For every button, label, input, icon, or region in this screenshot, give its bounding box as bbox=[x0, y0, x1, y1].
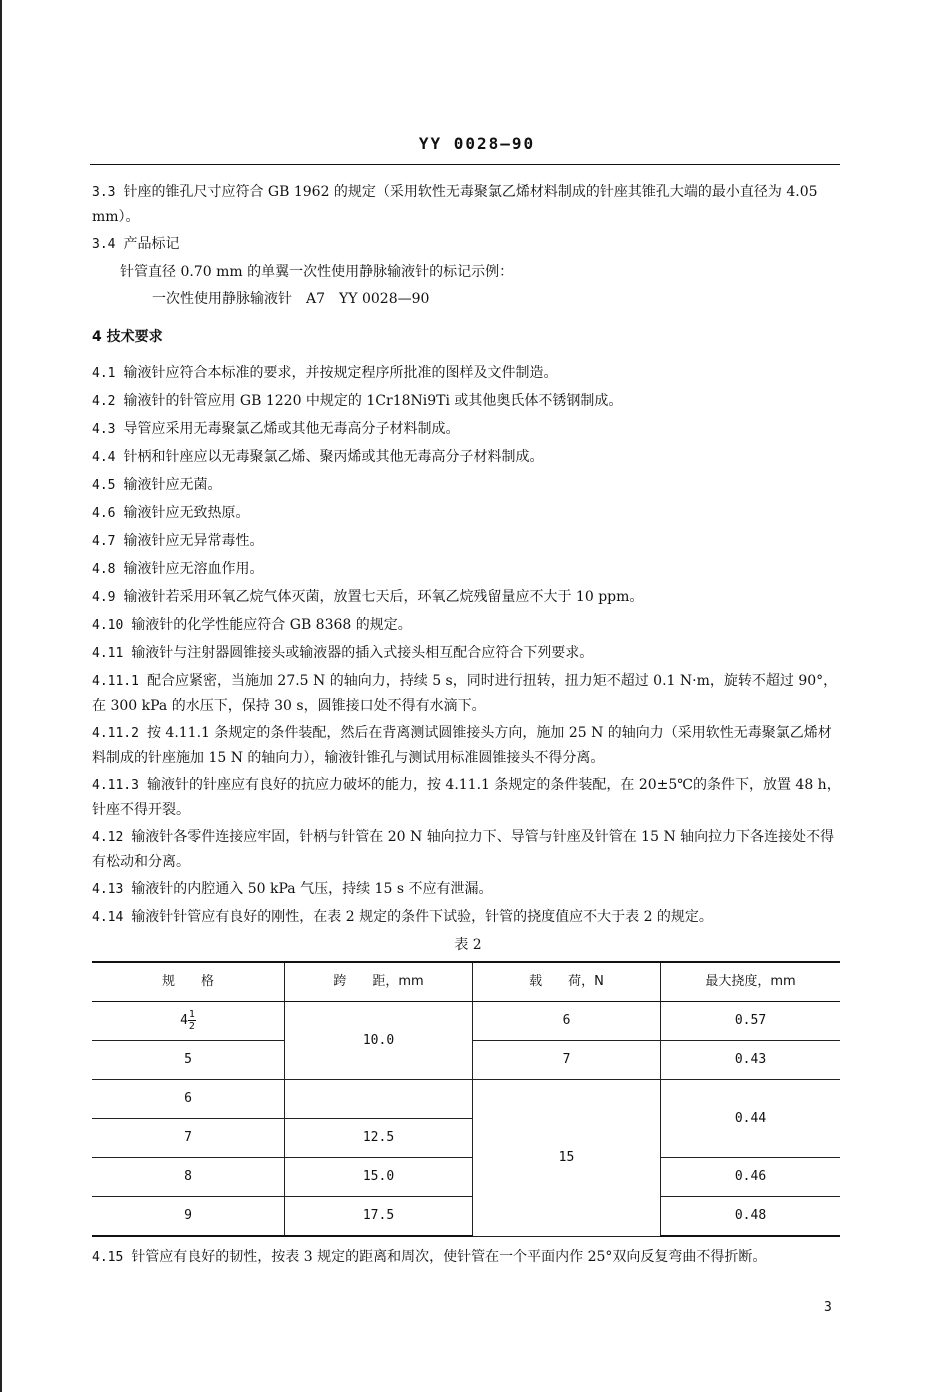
clause-3-4: 3.4 产品标记 bbox=[92, 236, 180, 252]
clause-4-3: 4.3 导管应采用无毒聚氯乙烯或其他无毒高分子材料制成。 bbox=[92, 421, 460, 437]
cell-load: 15 bbox=[473, 1080, 661, 1237]
marking-example bbox=[92, 287, 844, 311]
cell-deflection: 0.57 bbox=[661, 1002, 841, 1041]
clause-4-13: 4.13 输液针的内腔通入 50 kPa 气压，持续 15 s 不应有泄漏。 bbox=[92, 881, 493, 897]
clause-4-1: 4.1 输液针应符合本标准的要求，并按规定程序所批准的图样及文件制造。 bbox=[92, 365, 558, 381]
page-header: YY 0028—90 bbox=[418, 134, 536, 153]
marking-name: 一次性使用静脉输液针 bbox=[152, 291, 292, 307]
marking-example-intro: 针管直径 0.70 mm 的单翼一次性使用静脉输液针的标记示例： bbox=[120, 264, 514, 280]
page-number: 3 bbox=[824, 1300, 832, 1315]
cell-load: 6 bbox=[473, 1002, 661, 1041]
clause-4-6: 4.6 输液针应无致热原。 bbox=[92, 505, 250, 521]
table-row bbox=[92, 1197, 840, 1237]
clause-4-8: 4.8 输液针应无溶血作用。 bbox=[92, 561, 264, 577]
clause-4-4: 4.4 针柄和针座应以无毒聚氯乙烯、聚丙烯或其他无毒高分子材料制成。 bbox=[92, 449, 544, 465]
cell-span: 15.0 bbox=[285, 1158, 473, 1197]
cell-spec: 7 bbox=[92, 1119, 285, 1158]
cell-spec: 5 bbox=[92, 1041, 285, 1080]
section-4-title: 4 技术要求 bbox=[92, 329, 163, 345]
fraction: $\frac{1}{2}$ bbox=[188, 1009, 195, 1032]
clause-4-2: 4.2 输液针的针管应用 GB 1220 中规定的 1Cr18Ni9Ti 或其他奥氏体不锈钢制成。 bbox=[92, 393, 623, 409]
cell-spec: 6 bbox=[92, 1080, 285, 1119]
cell-spec: 9 bbox=[92, 1197, 285, 1237]
clause-4-11-3: 4.11.3 输液针的针座应有良好的抗应力破坏的能力，按 4.11.1 条规定的条件装配，在 20±5℃的条件下，放置 48 h，针座不得开裂。 bbox=[92, 777, 841, 818]
cell-spec: 4 $\frac{1}{2}$ bbox=[92, 1002, 285, 1041]
marking-standard: YY 0028—90 bbox=[339, 291, 430, 307]
clause-4-15: 4.15 针管应有良好的韧性，按表 3 规定的距离和周次，使针管在一个平面内作 25°双向反复弯曲不得折断。 bbox=[92, 1249, 767, 1265]
cell-span: 12.5 bbox=[285, 1119, 473, 1158]
cell-deflection: 0.46 bbox=[661, 1158, 841, 1197]
clause-4-11-1: 4.11.1 配合应紧密，当施加 27.5 N 的轴向力，持续 5 s，同时进行扭转，扭力矩不超过 0.1 N·m，旋转不超过 90°，在 300 kPa 的水压下，保持 30 s，圆锥接口处不得有水滴下。 bbox=[92, 673, 838, 714]
cell-span-empty bbox=[285, 1080, 473, 1119]
cell-deflection: 0.43 bbox=[661, 1041, 841, 1080]
header-spec: 规 格 bbox=[92, 962, 285, 1002]
clause-3-3: 3.3 针座的锥孔尺寸应符合 GB 1962 的规定（采用软性无毒聚氯乙烯材料制成的针座其锥孔大端的最小直径为 4.05 mm）。 bbox=[92, 184, 818, 225]
cell-span: 10.0 bbox=[285, 1002, 473, 1080]
marking-code: A7 bbox=[306, 291, 326, 307]
deflection-table bbox=[92, 961, 840, 1237]
cell-span: 17.5 bbox=[285, 1197, 473, 1237]
clause-4-7: 4.7 输液针应无异常毒性。 bbox=[92, 533, 264, 549]
header-span: 跨 距，mm bbox=[285, 962, 473, 1002]
table-caption: 表 2 bbox=[454, 937, 482, 953]
clause-4-11-2: 4.11.2 按 4.11.1 条规定的条件装配，然后在背离测试圆锥接头方向，施加 25 N 的轴向力（采用软性无毒聚氯乙烯材料制成的针座施加 15 N 的轴向力），输液针锥孔与测试用标准圆锥接头不得分离。 bbox=[92, 725, 832, 766]
table-row bbox=[92, 1080, 840, 1119]
clause-4-10: 4.10 输液针的化学性能应符合 GB 8368 的规定。 bbox=[92, 617, 412, 633]
cell-spec: 8 bbox=[92, 1158, 285, 1197]
cell-deflection: 0.48 bbox=[661, 1197, 841, 1237]
table-header-row bbox=[92, 962, 840, 1002]
clause-4-9: 4.9 输液针若采用环氧乙烷气体灭菌，放置七天后，环氧乙烷残留量应不大于 10 ppm。 bbox=[92, 589, 644, 605]
header-deflection: 最大挠度，mm bbox=[661, 962, 841, 1002]
cell-deflection: 0.44 bbox=[661, 1080, 841, 1158]
clause-4-12: 4.12 输液针各零件连接应牢固，针柄与针管在 20 N 轴向拉力下、导管与针座及针管在 15 N 轴向拉力下各连接处不得有松动和分离。 bbox=[92, 829, 835, 870]
cell-load: 7 bbox=[473, 1041, 661, 1080]
table-row bbox=[92, 1002, 840, 1041]
clause-4-14: 4.14 输液针针管应有良好的刚性，在表 2 规定的条件下试验，针管的挠度值应不大于表 2 的规定。 bbox=[92, 909, 713, 925]
clause-4-5: 4.5 输液针应无菌。 bbox=[92, 477, 222, 493]
table-row bbox=[92, 1158, 840, 1197]
clause-4-11: 4.11 输液针与注射器圆锥接头或输液器的插入式接头相互配合应符合下列要求。 bbox=[92, 645, 594, 661]
header-load: 载 荷，N bbox=[473, 962, 661, 1002]
page-body bbox=[92, 180, 844, 1273]
header-rule bbox=[90, 164, 840, 165]
